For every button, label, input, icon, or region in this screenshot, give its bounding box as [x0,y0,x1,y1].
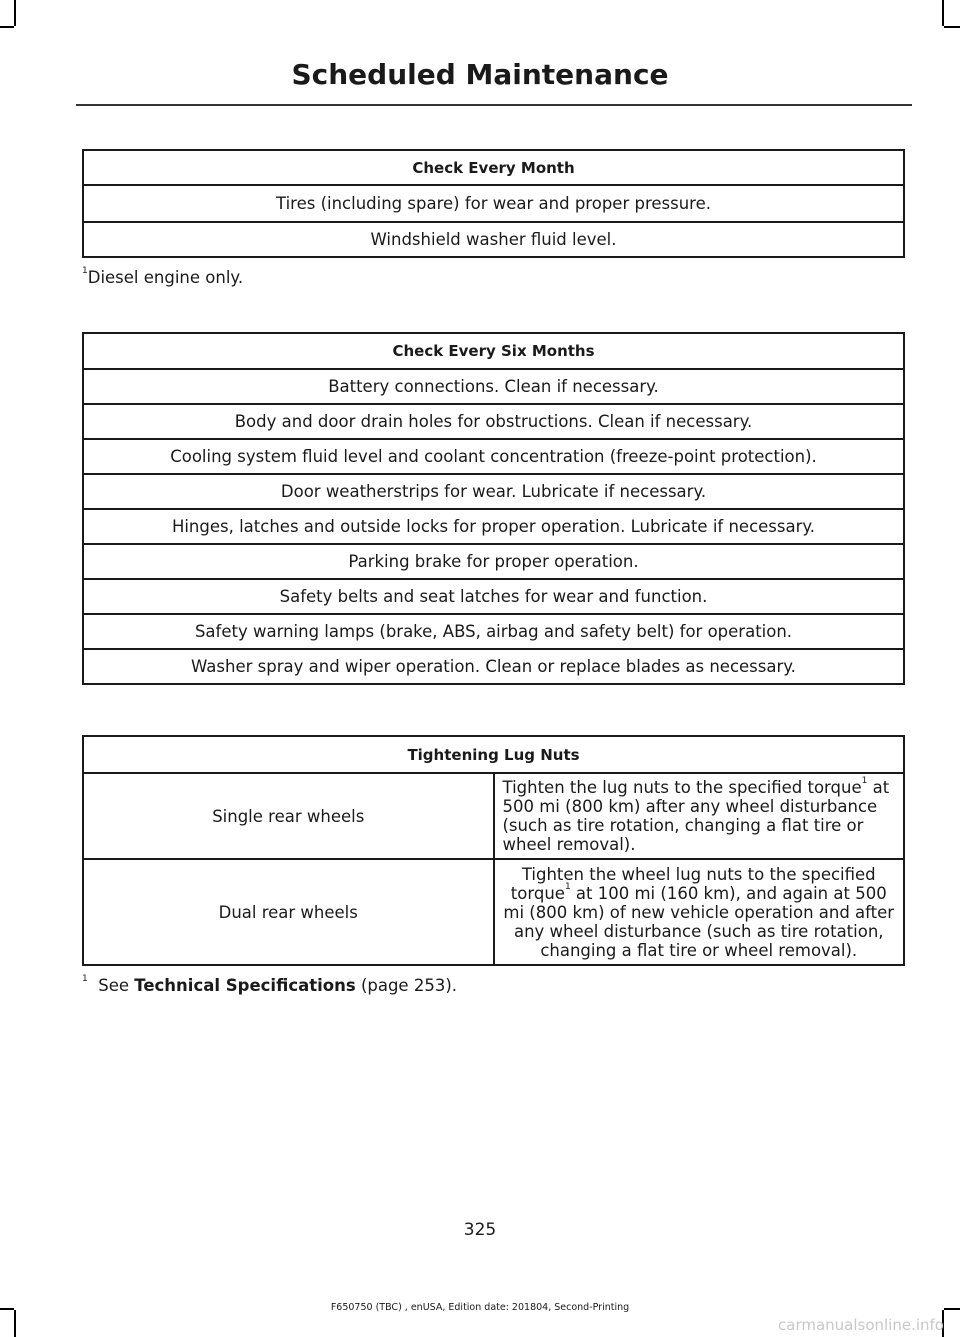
table-row: Tires (including spare) for wear and proper pressure. [83,185,904,222]
lug-instruction [494,859,905,965]
footnote-marker: 1 [82,266,88,276]
footnote-marker: 1 [861,776,868,786]
page-title: Scheduled Maintenance [291,58,669,91]
wheel-type-label: Dual rear wheels [83,859,494,965]
table-heading: Check Every Month [83,150,904,185]
six-month-checks-table [82,332,905,685]
footnote-text: Diesel engine only. [87,268,244,287]
lug-nuts-footnote [82,976,457,995]
monthly-footnote [82,268,243,287]
instruction-text: Tighten the lug nuts to the specified torque [502,778,862,797]
crop-mark [14,1310,16,1337]
table-row [83,773,904,859]
wheel-type-label: Single rear wheels [83,773,494,859]
table-row: Battery connections. Clean if necessary. [83,369,904,404]
table-row: Door weatherstrips for wear. Lubricate if necessary. [83,474,904,509]
instruction-text: at 500 mi (800 km) after any wheel disturbance (such as tire rotation, changing a flat tire or wheel removal). [502,778,890,854]
header-divider [76,104,912,106]
instruction-text: Tighten the wheel lug nuts to the specified torque [510,864,876,903]
crop-mark [0,26,14,28]
instruction-text: at 100 mi (160 km), and again at 500 mi (800 km) of new vehicle operation and after any wheel disturbance (such as tire rotation, changing a flat tire or wheel removal). [503,883,895,960]
footnote-marker: 1 [564,881,571,892]
footnote-page: (page 253). [360,976,458,995]
page-number: 325 [463,1220,497,1240]
table-row: Cooling system fluid level and coolant concentration (freeze-point protection). [83,439,904,474]
footnote-see: See [98,976,130,995]
table-heading: Check Every Six Months [83,333,904,369]
crop-mark [942,0,944,26]
table-row: Washer spray and wiper operation. Clean or replace blades as necessary. [83,649,904,684]
table-row: Safety warning lamps (brake, ABS, airbag and safety belt) for operation. [83,614,904,649]
table-row [83,859,904,965]
table-row: Safety belts and seat latches for wear and function. [83,579,904,614]
edition-info: F650750 (TBC) , enUSA, Edition date: 201804, Second-Printing [330,1302,630,1313]
lug-nuts-table [82,735,905,966]
table-row: Parking brake for proper operation. [83,544,904,579]
table-row: Windshield washer fluid level. [83,222,904,257]
monthly-checks-table [82,149,905,258]
lug-instruction [494,773,905,859]
table-row: Body and door drain holes for obstructions. Clean if necessary. [83,404,904,439]
crop-mark [14,0,16,26]
table-row: Hinges, latches and outside locks for proper operation. Lubricate if necessary. [83,509,904,544]
crop-mark [944,26,960,28]
cross-reference-link[interactable]: Technical Specifications [134,976,356,995]
watermark: carmanualsonline.info [778,1316,944,1334]
table-heading: Tightening Lug Nuts [83,736,904,773]
footnote-marker: 1 [82,974,88,984]
